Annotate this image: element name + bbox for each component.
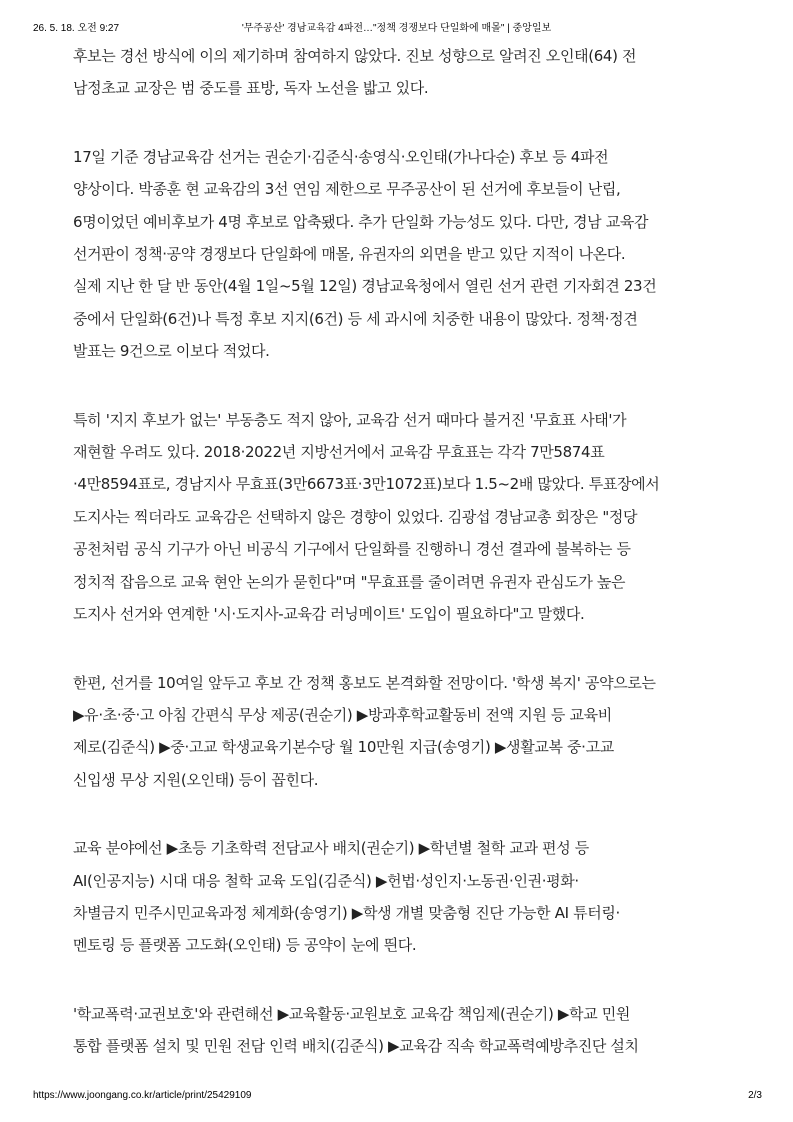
- paragraph-line: 제로(김준식) ▶중·고교 학생교육기본수당 월 10만원 지급(송영기) ▶생활교복 중·고교: [73, 738, 614, 757]
- paragraph-line: 중에서 단일화(6건)나 특정 후보 지지(6건) 등 세 과시에 치중한 내용이 많았다. 정책·정견: [73, 309, 638, 328]
- paragraph-line: 선거판이 정책·공약 경쟁보다 단일화에 매몰, 유권자의 외면을 받고 있단 지적이 나온다.: [73, 245, 626, 264]
- paragraph-line: 도지사 선거와 연계한 '시·도지사-교육감 러닝메이트' 도입이 필요하다"고 말했다.: [73, 605, 585, 624]
- paragraph-line: 6명이었던 예비후보가 4명 후보로 압축됐다. 추가 단일화 가능성도 있다. 다만, 경남 교육감: [73, 212, 649, 231]
- paragraph-line: 후보는 경선 방식에 이의 제기하며 참여하지 않았다. 진보 성향으로 알려진 오인태(64) 전: [73, 47, 637, 65]
- paragraph-line: 남정초교 교장은 범 중도를 표방, 독자 노선을 밟고 있다.: [73, 79, 429, 98]
- paragraph-line: 17일 기준 경남교육감 선거는 권순기·김준식·송영식·오인태(가나다순) 후보 등 4파전: [73, 147, 609, 166]
- paragraph-line: 실제 지난 한 달 반 동안(4월 1일~5월 12일) 경남교육청에서 열린 선거 관련 기자회견 23건: [73, 277, 657, 296]
- paragraph-line: 특히 '지지 후보가 없는' 부동층도 적지 않아, 교육감 선거 때마다 불거진 '무효표 사태'가: [73, 410, 627, 429]
- paragraph-line: ·4만8594표로, 경남지사 무효표(3만6673표·3만1072표)보다 1.5~2배 많았다. 투표장에서: [73, 475, 660, 494]
- print-page-number: 2/3: [748, 1090, 762, 1101]
- paragraph-line: 정치적 잡음으로 교육 현안 논의가 묻힌다"며 "무효표를 줄이려면 유권자 관심도가 높은: [73, 572, 626, 591]
- print-page-title: '무주공산' 경남교육감 4파전…"정책 경쟁보다 단일화에 매몰" | 중앙일보: [241, 23, 552, 34]
- paragraph-line: 재현할 우려도 있다. 2018·2022년 지방선거에서 교육감 무효표는 각각 7만5874표: [73, 443, 605, 462]
- paragraph-line: 도지사는 찍더라도 교육감은 선택하지 않은 경향이 있었다. 김광섭 경남교총 회장은 "정당: [73, 507, 638, 526]
- paragraph-line: 멘토링 등 플랫폼 고도화(오인태) 등 공약이 눈에 띈다.: [73, 936, 417, 955]
- paragraph-line: 발표는 9건으로 이보다 적었다.: [73, 342, 270, 361]
- print-url: https://www.joongang.co.kr/article/print/25429109: [33, 1090, 252, 1101]
- paragraph-line: ▶유·초·중·고 아침 간편식 무상 제공(권순기) ▶방과후학교활동비 전액 지원 등 교육비: [73, 705, 612, 724]
- article-paragraph: [73, 404, 733, 631]
- paragraph-line: 교육 분야에선 ▶초등 기초학력 전담교사 배치(권순기) ▶학년별 철학 교과 편성 등: [73, 839, 589, 858]
- paragraph-line: '학교폭력·교권보호'와 관련해선 ▶교육활동·교원보호 교육감 책임제(권순기) ▶학교 민원: [73, 1004, 631, 1023]
- article-paragraph: [73, 667, 733, 797]
- article-paragraph: [73, 141, 733, 368]
- paragraph-line: 양상이다. 박종훈 현 교육감의 3선 연임 제한으로 무주공산이 된 선거에 후보들이 난립,: [73, 180, 621, 199]
- article-paragraph: [73, 998, 733, 1063]
- paragraph-line: AI(인공지능) 시대 대응 철학 교육 도입(김준식) ▶헌법·성인지·노동권·인권·평화·: [73, 871, 579, 890]
- paragraph-line: 신입생 무상 지원(오인태) 등이 꼽힌다.: [73, 770, 319, 789]
- print-footer: [0, 1090, 793, 1104]
- article-paragraph: [73, 40, 733, 105]
- paragraph-line: 차별금지 민주시민교육과정 체계화(송영기) ▶학생 개별 맞춤형 진단 가능한 AI 튜터링·: [73, 903, 620, 922]
- paragraph-line: 통합 플랫폼 설치 및 민원 전담 인력 배치(김준식) ▶교육감 직속 학교폭력예방추진단 설치: [73, 1037, 639, 1056]
- paragraph-line: 한편, 선거를 10여일 앞두고 후보 간 정책 홍보도 본격화할 전망이다. '학생 복지' 공약으로는: [73, 673, 656, 692]
- article-paragraph: [73, 832, 733, 962]
- paragraph-line: 공천처럼 공식 기구가 아닌 비공식 기구에서 단일화를 진행하니 경선 결과에 불복하는 등: [73, 540, 631, 559]
- print-datetime: 26. 5. 18. 오전 9:27: [33, 23, 120, 34]
- article-body: [73, 40, 733, 1099]
- print-header: [0, 19, 793, 33]
